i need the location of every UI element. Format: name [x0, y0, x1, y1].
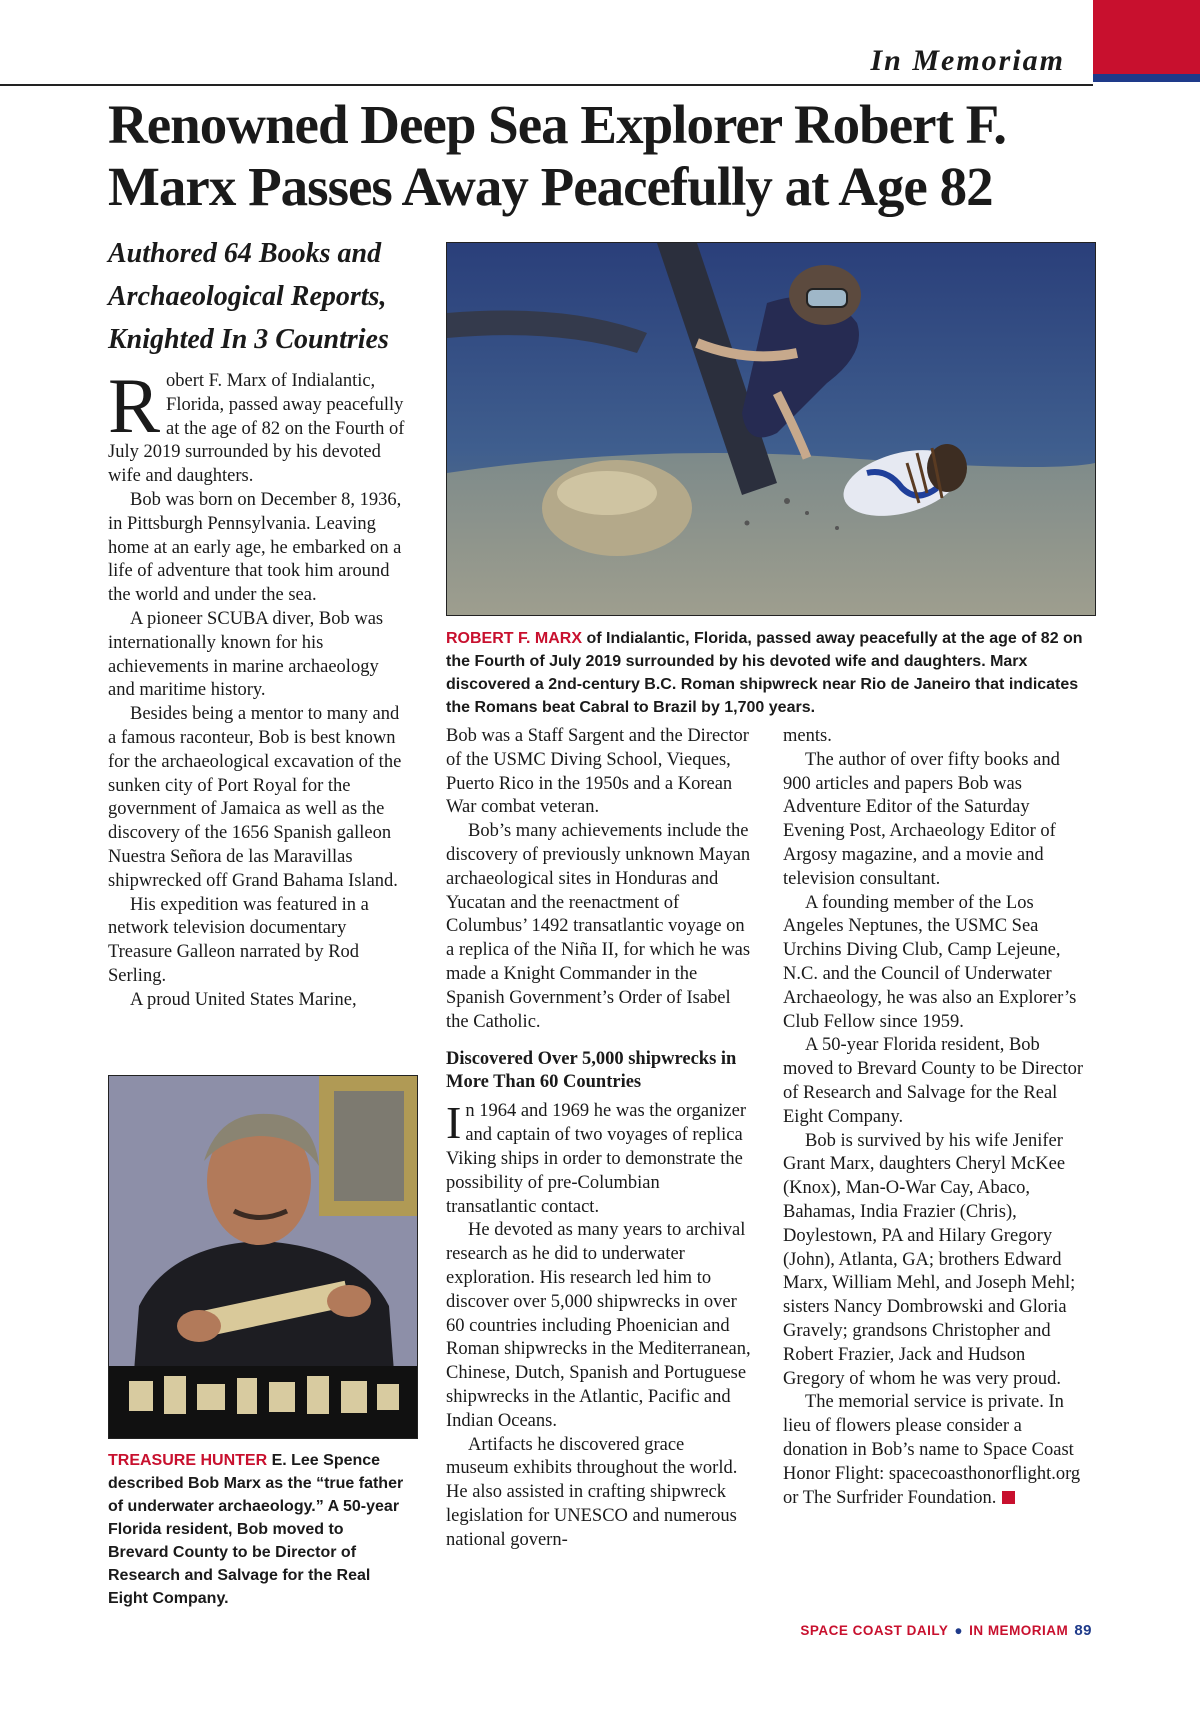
- headline: Renowned Deep Sea Explorer Robert F. Marx Passes Away Peacefully at Age 82: [108, 94, 1006, 217]
- paragraph: His expedition was featured in a network television documentary Treasure Galleon narrated by Rod Serling.: [108, 894, 369, 986]
- page-number: 89: [1074, 1622, 1092, 1639]
- caption-text: E. Lee Spence described Bob Marx as the “true father of underwater archaeology.” A 50-year Florida resident, Bob moved to Brevard County to be Director of Research and Salvage for the Real Eight Company.: [108, 1452, 404, 1607]
- section-color-stripe: [1093, 74, 1200, 82]
- paragraph: ments.: [783, 726, 832, 746]
- paragraph: Besides being a mentor to many and a famous raconteur, Bob is best known for the archaeological excavation of the sunken city of Port Royal for the government of Jamaica as well as the discovery of the 1656 Spanish galleon Nuestra Señora de las Maravillas shipwrecked off Grand Bahama Island.: [108, 704, 402, 891]
- paragraph: Bob is survived by his wife Jenifer Grant Marx, daughters Cheryl McKee (Knox), Man-O-War Cay, Abaco, Bahamas, India Frazier (Chris), Doylestown, PA and Hilary Gregory (John), Atlanta, GA; brothers Edward Marx, William Mehl, and Joseph Mehl; sisters Nancy Dombrowski and Gloria Gravely; grandsons Christopher and Robert Frazier, Jack and Hudson Gregory of whom he was very proud.: [783, 1130, 1076, 1389]
- paragraph-text: obert F. Marx of Indialantic, Florida, passed away peacefully at the age of 82 on the Fourth of July 2019 surrounded by his devoted wife and daughters.: [108, 371, 405, 487]
- paragraph: [108, 362, 408, 489]
- paragraph: Bob was born on December 8, 1936, in Pittsburgh Pennsylvania. Leaving home at an early age, he embarked on a life of adventure that took him around the world and under the sea.: [108, 489, 402, 606]
- footer-section: IN MEMORIAM: [969, 1623, 1069, 1638]
- footer-publication: SPACE COAST DAILY: [800, 1623, 949, 1638]
- subsection-heading: Discovered Over 5,000 shipwrecks in More Than 60 Countries: [446, 1049, 737, 1093]
- paragraph: Bob was a Staff Sargent and the Director of the USMC Diving School, Vieques, Puerto Rico in the 1950s and a Korean War combat veteran.: [446, 726, 749, 818]
- paragraph: A 50-year Florida resident, Bob moved to Brevard County to be Director of Research and Salvage for the Real Eight Company.: [783, 1035, 1084, 1127]
- paragraph: A proud United States Marine,: [130, 989, 357, 1010]
- paragraph: [783, 1391, 1088, 1510]
- diver-photo-caption: [446, 627, 1096, 719]
- page-footer: [800, 1622, 1092, 1639]
- end-mark-icon: [1002, 1491, 1015, 1504]
- paragraph: A pioneer SCUBA diver, Bob was internationally known for his achievements in marine archaeology and maritime history.: [108, 608, 384, 701]
- paragraph: A founding member of the Los Angeles Neptunes, the USMC Sea Urchins Diving Club, Camp Lejeune, N.C. and the Council of Underwater Archaeology, he was also an Explorer’s Club Fellow since 1959.: [783, 892, 1077, 1032]
- paragraph-text: n 1964 and 1969 he was the organizer and captain of two voyages of replica Viking ships in order to demonstrate the possibility of pre-Columbian transatlantic contact.: [446, 1101, 747, 1217]
- body-column-1: [108, 362, 408, 1013]
- subhead: Authored 64 Books and Archaeological Reports, Knighted In 3 Countries: [108, 238, 389, 355]
- section-color-tab: [1093, 0, 1200, 82]
- portrait-photo: [108, 1075, 418, 1439]
- diver-photo: [446, 242, 1096, 616]
- drop-cap: R: [108, 362, 161, 449]
- paragraph-text: The memorial service is private. In lieu of flowers please consider a donation in Bob’s name to Space Coast Honor Flight: spacecoasthonorflight.org or The Surfrider Foundation.: [783, 1392, 1081, 1508]
- drop-cap: I: [446, 1097, 462, 1149]
- caption-text: of Indialantic, Florida, passed away peacefully at the age of 82 on the Fourth of July 2019 surrounded by his devoted wife and daughters. Marx discovered a 2nd-century B.C. Roman shipwreck near Rio de Janeiro that indicates the Romans beat Cabral to Brazil by 1,700 years.: [446, 630, 1083, 716]
- section-label: In Memoriam: [870, 44, 1065, 77]
- paragraph: Artifacts he discovered grace museum exhibits throughout the world. He also assisted in crafting shipwreck legislation for UNESCO and numerous national govern-: [446, 1434, 738, 1550]
- bullet-icon: ●: [954, 1623, 964, 1638]
- paragraph: He devoted as many years to archival research as he did to underwater exploration. His research led him to discover over 5,000 shipwrecks in over 60 countries including Phoenician and Roman shipwrecks in the Mediterranean, Chinese, Dutch, Spanish and Portuguese shipwrecks in the Atlantic, Pacific and Indian Oceans.: [446, 1220, 751, 1431]
- paragraph: Bob’s many achievements include the discovery of previously unknown Mayan archaeological sites in Honduras and Yucatan and the reenactment of Columbus’ 1492 transatlantic voyage on a replica of the Niña II, for which he was made a Knight Commander in the Spanish Government’s Order of Isabel the Catholic.: [446, 821, 751, 1032]
- header-rule: [0, 84, 1093, 86]
- caption-lead: TREASURE HUNTER: [108, 1452, 268, 1469]
- caption-lead: ROBERT F. MARX: [446, 630, 582, 647]
- paragraph: The author of over fifty books and 900 articles and papers Bob was Adventure Editor of the Saturday Evening Post, Archaeology Editor of Argosy magazine, and a movie and television consultant.: [783, 749, 1060, 889]
- portrait-photo-caption: [108, 1449, 408, 1610]
- body-column-3: [783, 725, 1088, 1510]
- paragraph: [446, 1097, 751, 1219]
- body-column-2: [446, 725, 751, 1553]
